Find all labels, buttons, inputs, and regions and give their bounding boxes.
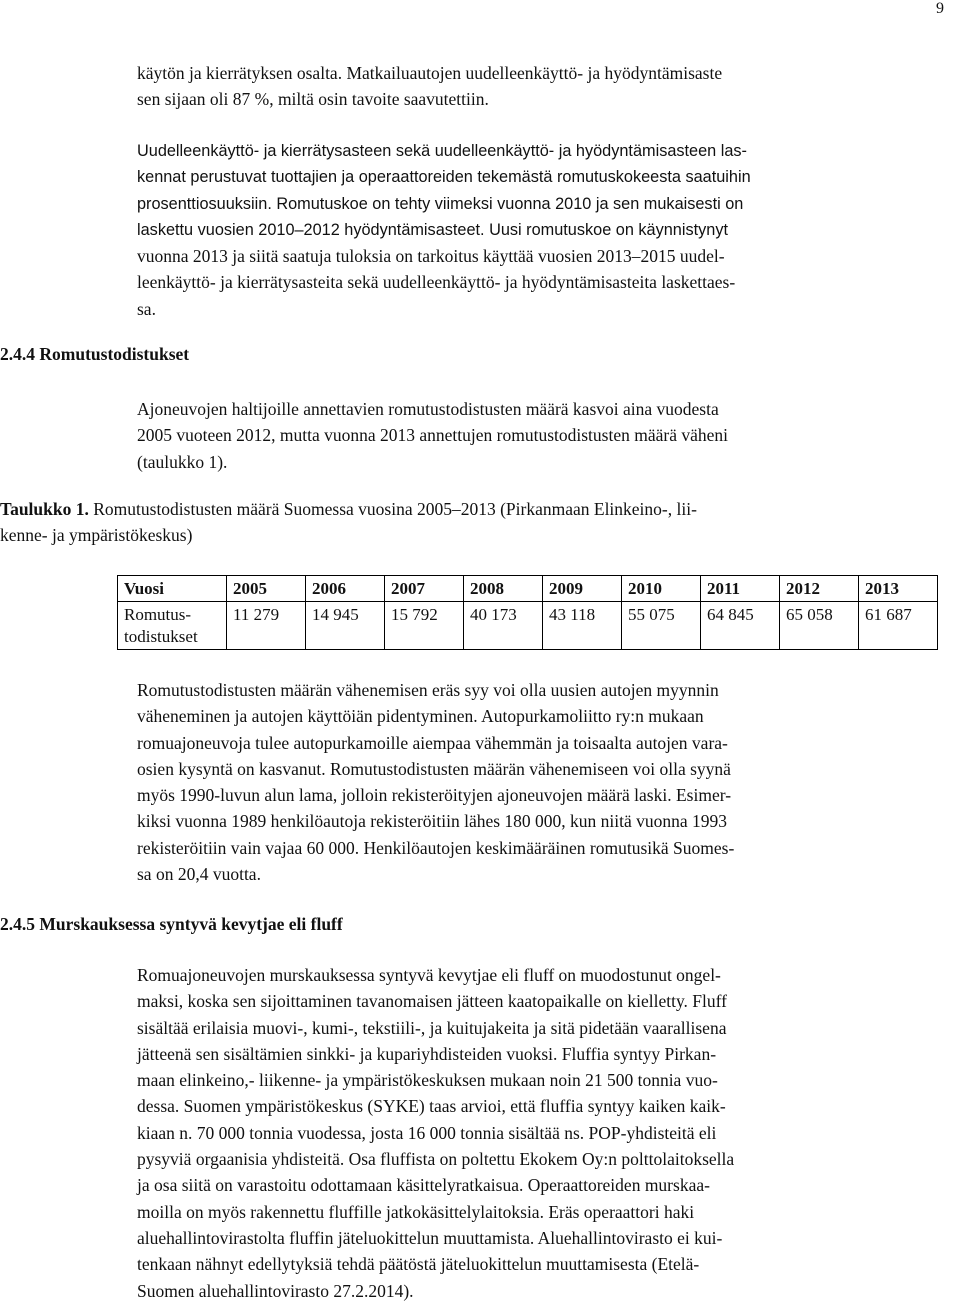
paragraph-line: kiksi vuonna 1989 henkilöautoja rekisteröitiin lähes 180 000, kun niitä vuonna 1993 [137,811,728,832]
table-cell: 14 945 [306,602,385,650]
table-caption-text: Romutustodistusten määrä Suomessa vuosina 2005–2013 (Pirkanmaan Elinkeino-, lii- [88,499,697,519]
paragraph-line: sisältää erilaisia muovi-, kumi-, tekstiili-, ja kuitujakeita ja sitä pidetään vaarallisena [137,1017,727,1038]
paragraph-line: Romutustodistusten määrän vähenemisen eräs syy voi olla uusien autojen myynnin [137,680,719,700]
paragraph-line: sen sijaan oli 87 %, miltä osin tavoite saavutettiin. [137,89,489,110]
paragraph-line: laskettu vuosien 2010–2012 hyödyntämisasteet. Uusi romutuskoe on käynnistynyt [137,220,728,239]
table-header-year: 2006 [306,576,385,602]
table-cell: 15 792 [385,602,464,650]
paragraph-line: ja osa siitä on varastoitu odottamaan käsittelyratkaisua. Operaattoreiden murskaa- [137,1175,710,1196]
table-row [118,602,938,650]
page-number: 9 [936,0,944,17]
table-cell: 65 058 [780,602,859,650]
table-cell: 64 845 [701,602,780,650]
paragraph-line: dessa. Suomen ympäristökeskus (SYKE) taas arvioi, että fluffia syntyy kaiken kaik- [137,1096,726,1117]
table-caption [0,496,950,549]
caption-line [0,496,950,522]
paragraph-line: väheneminen ja autojen käyttöiän pidentyminen. Autopurkamoliitto ry:n mukaan [137,706,704,727]
paragraph-line: romuajoneuvoja tulee autopurkamoille aiempaa vähemmän ja toisaalta autojen vara- [137,732,728,753]
certificates-paragraph [137,396,927,475]
paragraph-line: leenkäyttö- ja kierrätysasteita sekä uudelleenkäyttö- ja hyödyntämisasteita laskettaes- [137,272,736,293]
table-header-year: 2011 [701,576,780,602]
table-header-row [118,576,938,602]
scrapping-certificates-table [117,575,938,650]
table-cell: 43 118 [543,602,622,650]
paragraph-line: moilla on myös rakennettu fluffille jatkokäsittelylaitoksia. Eräs operaattori haki [137,1201,695,1222]
table-header-label: Vuosi [118,576,227,602]
paragraph-line: käytön ja kierrätyksen osalta. Matkailuautojen uudelleenkäyttö- ja hyödyntämisaste [137,63,723,83]
table-header-year: 2012 [780,576,859,602]
paragraph-line: pysyviä orgaanisia yhdisteitä. Osa fluffista on poltettu Ekokem Oy:n polttolaitoksella [137,1149,735,1170]
paragraph-line: maksi, koska sen sijoittaminen tavanomaisen jätteen kaatopaikalle on kielletty. Fluff [137,991,727,1012]
paragraph-line: sa on 20,4 vuotta. [137,864,261,885]
paragraph-line: Romuajoneuvojen murskauksessa syntyvä kevytjae eli fluff on muodostunut ongel- [137,965,721,985]
paragraph-line: jätteenä sen sisältämien sinkki- ja kupariyhdisteiden vuoksi. Fluffia syntyy Pirkan- [137,1043,717,1064]
table-cell: 61 687 [859,602,938,650]
table-header-year: 2008 [464,576,543,602]
paragraph-line: Uudelleenkäyttö- ja kierrätysasteen sekä uudelleenkäyttö- ja hyödyntämisasteen las- [137,142,747,160]
paragraph-line: Ajoneuvojen haltijoille annettavien romutustodistusten määrä kasvoi aina vuodesta [137,399,719,419]
table-cell: 11 279 [227,602,306,650]
table-cell: 40 173 [464,602,543,650]
table-row-label: Romutus-todistukset [118,602,227,650]
paragraph-line: Suomen aluehallintovirasto 27.2.2014). [137,1280,414,1301]
table-caption-label: Taulukko 1. [0,499,89,519]
paragraph-line: maan elinkeino,- liikenne- ja ympäristökeskuksen mukaan noin 21 500 tonnia vuo- [137,1070,718,1091]
paragraph-line: rekisteröitiin vain vajaa 60 000. Henkilöautojen keskimääräinen romutusikä Suomes- [137,837,735,858]
table-header-year: 2013 [859,576,938,602]
table-cell: 55 075 [622,602,701,650]
intro-paragraph [137,60,927,113]
table-header-year: 2007 [385,576,464,602]
paragraph-line: osien kysyntä on kasvanut. Romutustodistusten määrän vähenemiseen voi olla syynä [137,758,731,779]
paragraph-line: sa. [137,298,156,319]
section-heading-2-4-4: 2.4.4 Romutustodistukset [0,344,190,364]
paragraph-line: aluehallintovirastolta fluffin jäteluokittelun muuttamista. Aluehallintovirasto ei kui- [137,1227,723,1248]
paragraph-line: tenkaan nähnyt edellytyksiä tehdä päätöstä jäteluokittelun muuttamisesta (Etelä- [137,1254,700,1275]
section-heading-2-4-5: 2.4.5 Murskauksessa syntyvä kevytjae eli fluff [0,914,343,934]
recycling-rates-paragraph [137,138,927,322]
paragraph-line: myös 1990-luvun alun lama, jolloin rekisteröityjen ajoneuvojen määrä laski. Esimer- [137,785,732,806]
paragraph-line: 2005 vuoteen 2012, mutta vuonna 2013 annettujen romutustodistusten määrä väheni [137,425,728,446]
caption-line: kenne- ja ympäristökeskus) [0,525,193,546]
paragraph-line: kiaan n. 70 000 tonnia vuodessa, josta 16 000 tonnia sisältää ns. POP-yhdisteitä eli [137,1122,717,1143]
table-header-year: 2005 [227,576,306,602]
decrease-paragraph [137,677,927,887]
table-header-year: 2009 [543,576,622,602]
paragraph-line: prosenttiosuuksiin. Romutuskoe on tehty viimeksi vuonna 2010 ja sen mukaisesti on [137,194,744,213]
fluff-paragraph [137,962,927,1304]
table-header-year: 2010 [622,576,701,602]
paragraph-line: vuonna 2013 ja siitä saatuja tuloksia on tarkoitus käyttää vuosien 2013–2015 uudel- [137,246,725,267]
paragraph-line: kennat perustuvat tuottajien ja operaattoreiden tekemästä romutuskokeesta saatuihin [137,168,751,187]
paragraph-line: (taulukko 1). [137,451,228,472]
